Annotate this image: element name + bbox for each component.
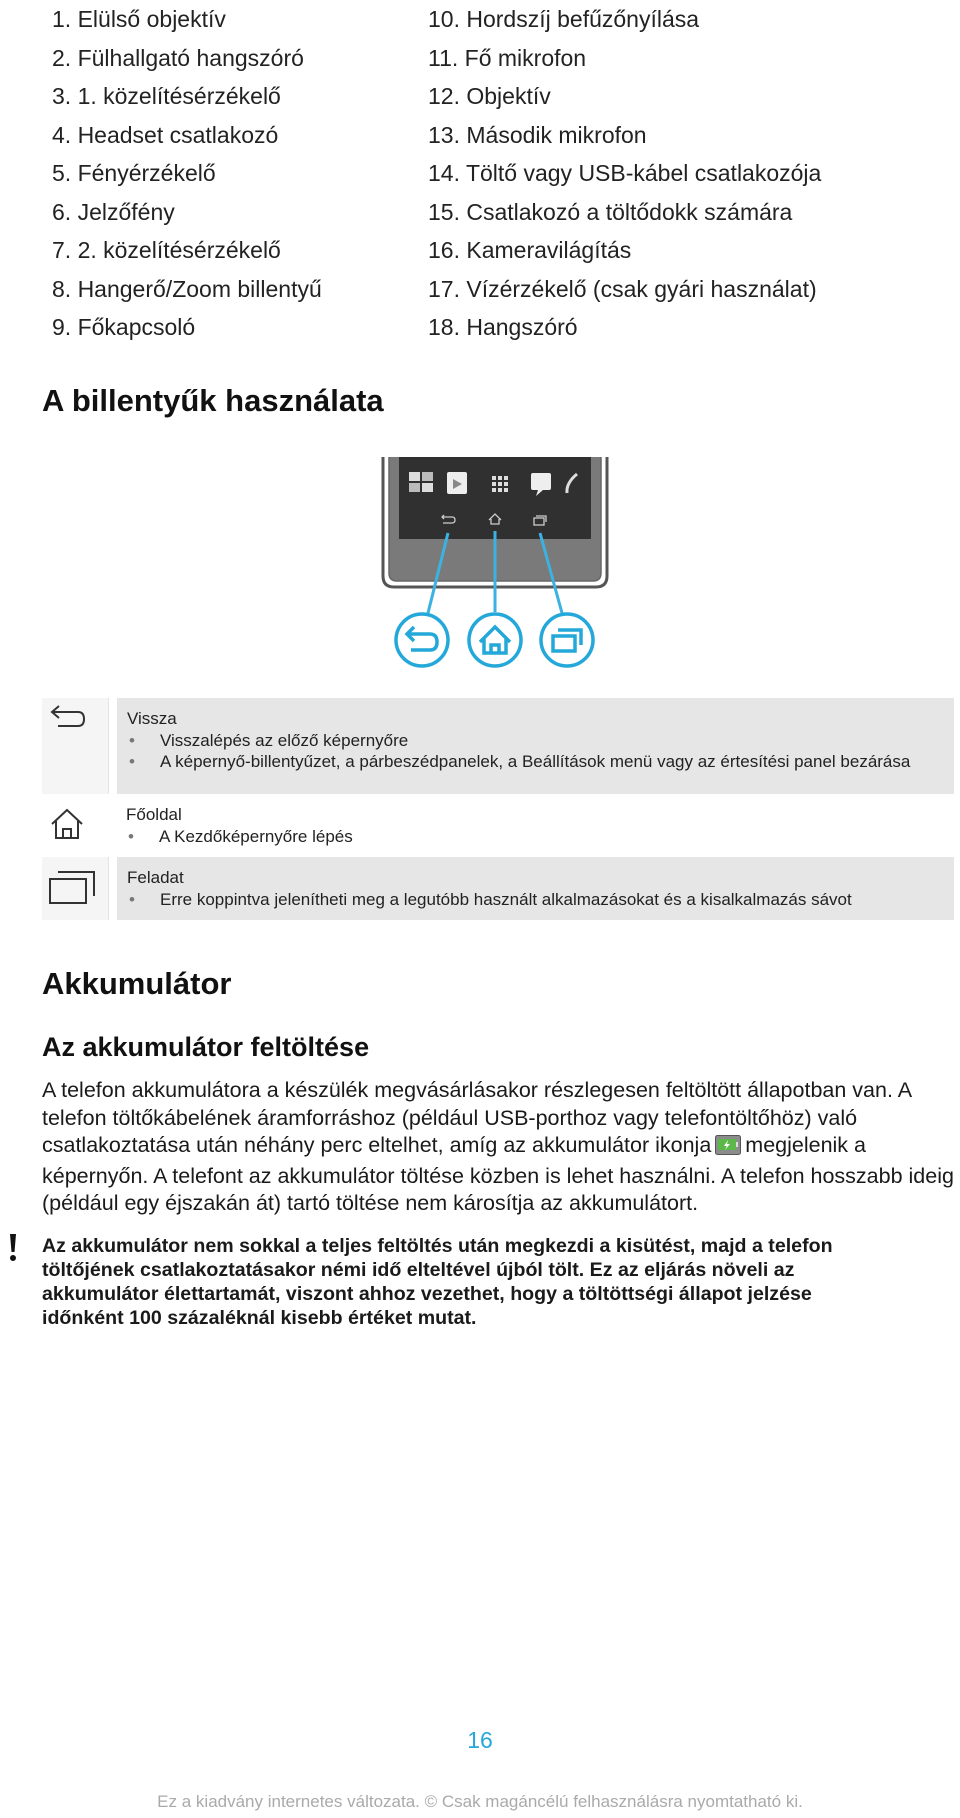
part-item: 7. 2. közelítésérzékelő — [52, 237, 281, 263]
key-title: Feladat — [127, 868, 184, 887]
key-bullet: • Visszalépés az előző képernyőre — [127, 730, 944, 751]
exclamation-icon — [4, 1232, 22, 1269]
part-item: 2. Fülhallgató hangszóró — [52, 44, 304, 71]
key-title: Vissza — [127, 709, 177, 728]
key-description — [116, 794, 954, 857]
key-row-home — [42, 794, 954, 857]
paragraph-text: A telefon akkumulátora a készülék megvásárlásakor részlegesen feltöltött állapotban van. A telefon töltőkábelének áramforráshoz (például USB-porthoz vagy telefontöltőhöz) való csatlakoztatása után néhány perc eltelhet, amíg az akkumulátor ikonja — [42, 1078, 911, 1158]
paragraph-text: megjelenik a képernyőn. A telefont az akkumulátor töltése közben is lehet használni. A telefon hosszabb ideig (például egy éjszakán át) tartó töltése nem károsítja az akkumulátort. — [42, 1133, 954, 1216]
tasks-key-callout — [541, 614, 593, 666]
parts-list-left-column — [52, 0, 322, 347]
part-item: 8. Hangerő/Zoom billentyű — [52, 275, 322, 302]
part-item: 6. Jelzőfény — [52, 198, 175, 225]
part-item: 9. Főkapcsoló — [52, 314, 196, 340]
charging-subheading: Az akkumulátor feltöltése — [42, 1032, 370, 1062]
home-icon — [48, 806, 88, 842]
part-item: 13. Második mikrofon — [428, 121, 647, 148]
page-number: 16 — [467, 1727, 493, 1753]
part-item: 15. Csatlakozó a töltődokk számára — [428, 198, 793, 225]
key-icon-cell — [42, 857, 109, 920]
keys-table — [42, 698, 954, 920]
keys-heading: A billentyűk használata — [42, 383, 384, 418]
part-item: 4. Headset csatlakozó — [52, 121, 279, 148]
recent-tasks-icon — [48, 867, 96, 907]
back-key-callout — [396, 614, 448, 666]
key-icon-cell — [42, 698, 109, 794]
battery-heading: Akkumulátor — [42, 966, 232, 1001]
part-item: 17. Vízérzékelő (csak gyári használat) — [428, 275, 817, 302]
part-item: 12. Objektív — [428, 83, 551, 109]
phone-keys-illustration — [370, 455, 620, 680]
key-bullet: • A képernyő-billentyűzet, a párbeszédpanelek, a Beállítások menü vagy az értesítési panel bezárása — [127, 751, 944, 772]
key-icon-cell — [42, 794, 108, 857]
key-description — [117, 857, 954, 920]
key-row-tasks — [42, 857, 954, 920]
footer-note: Ez a kiadvány internetes változata. © Csak magáncélú felhasználásra nyomtatható ki. — [157, 1792, 803, 1811]
part-item: 10. Hordszíj befűzőnyílása — [428, 6, 700, 32]
key-row-back — [42, 698, 954, 794]
part-item: 14. Töltő vagy USB-kábel csatlakozója — [428, 160, 822, 186]
key-title: Főoldal — [126, 805, 182, 824]
part-item: 16. Kameravilágítás — [428, 237, 632, 263]
part-item: 3. 1. közelítésérzékelő — [52, 83, 281, 109]
phone-illustration-graphic — [370, 455, 620, 680]
key-bullet: • A Kezdőképernyőre lépés — [126, 826, 944, 847]
part-item: 18. Hangszóró — [428, 314, 578, 340]
part-item: 11. Fő mikrofon — [428, 44, 587, 71]
key-bullet: • Erre koppintva jelenítheti meg a legutóbb használt alkalmazásokat és a kisalkalmazás sávot — [127, 889, 944, 910]
home-key-callout — [469, 614, 521, 666]
parts-list-right-column — [428, 0, 821, 347]
battery-charging-icon — [715, 1135, 741, 1163]
key-description — [117, 698, 954, 794]
back-arrow-icon — [48, 702, 88, 734]
part-item: 5. Fényérzékelő — [52, 160, 216, 186]
charging-paragraph — [42, 1077, 960, 1218]
part-item: 1. Elülső objektív — [52, 6, 226, 32]
battery-warning-note: Az akkumulátor nem sokkal a teljes feltöltés után megkezdi a kisütést, majd a telefon töltőjének csatlakoztatásakor némi idő elteltével újból tölt. Ez az eljárás növeli az akkumulátor élettartamát, viszont ahhoz vezethet, hogy a töltöttségi állapot jelzése időnként 100 százaléknál kisebb értéket mutat. — [42, 1235, 833, 1329]
